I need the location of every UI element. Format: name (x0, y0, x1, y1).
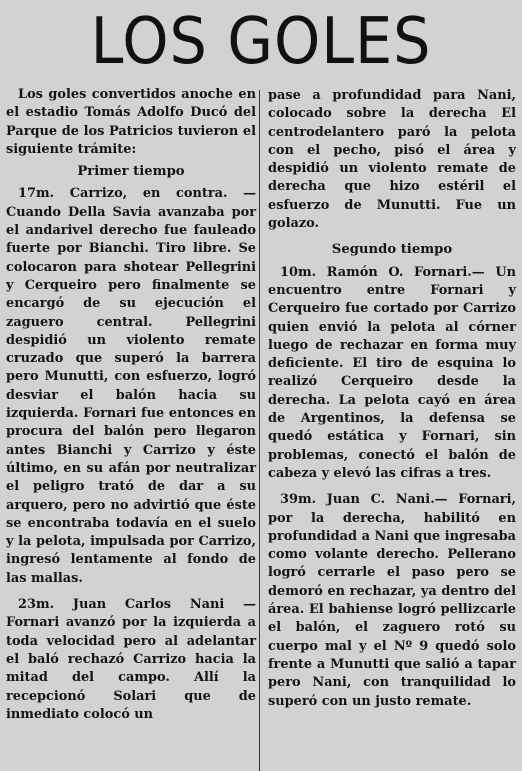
goal-2-paragraph (6, 596, 256, 724)
goal-3-text: Un encuentro entre Fornari y Cerqueiro fue cortado por Carrizo quien envió la pelota al córner luego de rechazar en forma muy deficiente. El tiro de esquina lo realizó Cerqueiro desde la derecha. La pelota cayó en área de Argentinos, la defensa se quedó estática y Fornari, sin problemas, conectó el balón de cabeza y elevó las cifras a tres. (268, 264, 516, 481)
column-divider (259, 90, 260, 771)
intro-paragraph: Los goles convertidos anoche en el estadio Tomás Adolfo Ducó del Parque de los Patricios tuvieron el siguiente trámite: (6, 87, 256, 157)
right-column (268, 87, 516, 711)
headline: LOS GOLES (90, 5, 432, 79)
goal-2-text: Fornari avanzó por la izquierda a toda velocidad pero al adelantar el baló rechazó Carrizo hacia la mitad del campo. Allí la recepcionó Solari que de inmediato colocó un (6, 615, 256, 722)
goal-2-continuation: pase a profundidad para Nani, colocado sobre la derecha El centrodelantero paró la pelota con el pecho, pisó el área y despidió un violento remate de derecha que hizo estéril el esfuerzo de Munutti. Fue un golazo. (268, 88, 516, 232)
goal-1-heading: 17m. Carrizo, en contra. — (18, 186, 256, 202)
goal-3-paragraph (268, 264, 516, 484)
goal-1-paragraph (6, 185, 256, 588)
left-column (6, 86, 256, 724)
goal-3-heading: 10m. Ramón O. Fornari.— (280, 264, 485, 280)
goal-2-heading: 23m. Juan Carlos Nani — (18, 597, 256, 613)
goal-4-paragraph (268, 491, 516, 711)
goal-4-text: Fornari, por la derecha, habilitó en profundidad a Nani que ingresaba como volante derecho. Pellerano logró cerrarle el paso pero se demoró en rechazar, ya dentro del área. El bahiense logró pellizcarle el balón, el zaguero rotó su cuerpo mal y el Nº 9 quedó solo frente a Munutti que salió a tapar pero Nani, con tranquilidad lo superó con un justo remate. (268, 492, 516, 709)
section-heading-second-half: Segundo tiempo (331, 242, 453, 258)
goal-4-heading: 39m. Juan C. Nani.— (280, 492, 448, 508)
goal-1-text: Cuando Della Savia avanzaba por el andarivel derecho fue fauleado fuerte por Bianchi. Tiro libre. Se colocaron para shotear Pellegrini y Cerqueiro pero finalmente se encargó de su ejecución el zaguero central. Pellegrini despidió un violento remate cruzado que superó la barrera pero Munutti, con esfuerzo, logró desviar el balón hacia su izquierda. Fornari fue entonces en procura del balón pero llegaron antes Bianchi y Carrizo y éste último, en su afán por neutralizar el peligro trató de dar a su arquero, pero no advirtió que éste se encontraba todavía en el suelo y la pelota, impulsada por Carrizo, ingresó lentamente al fondo de las mallas. (6, 204, 256, 586)
section-heading-first-half: Primer tiempo (77, 164, 185, 180)
